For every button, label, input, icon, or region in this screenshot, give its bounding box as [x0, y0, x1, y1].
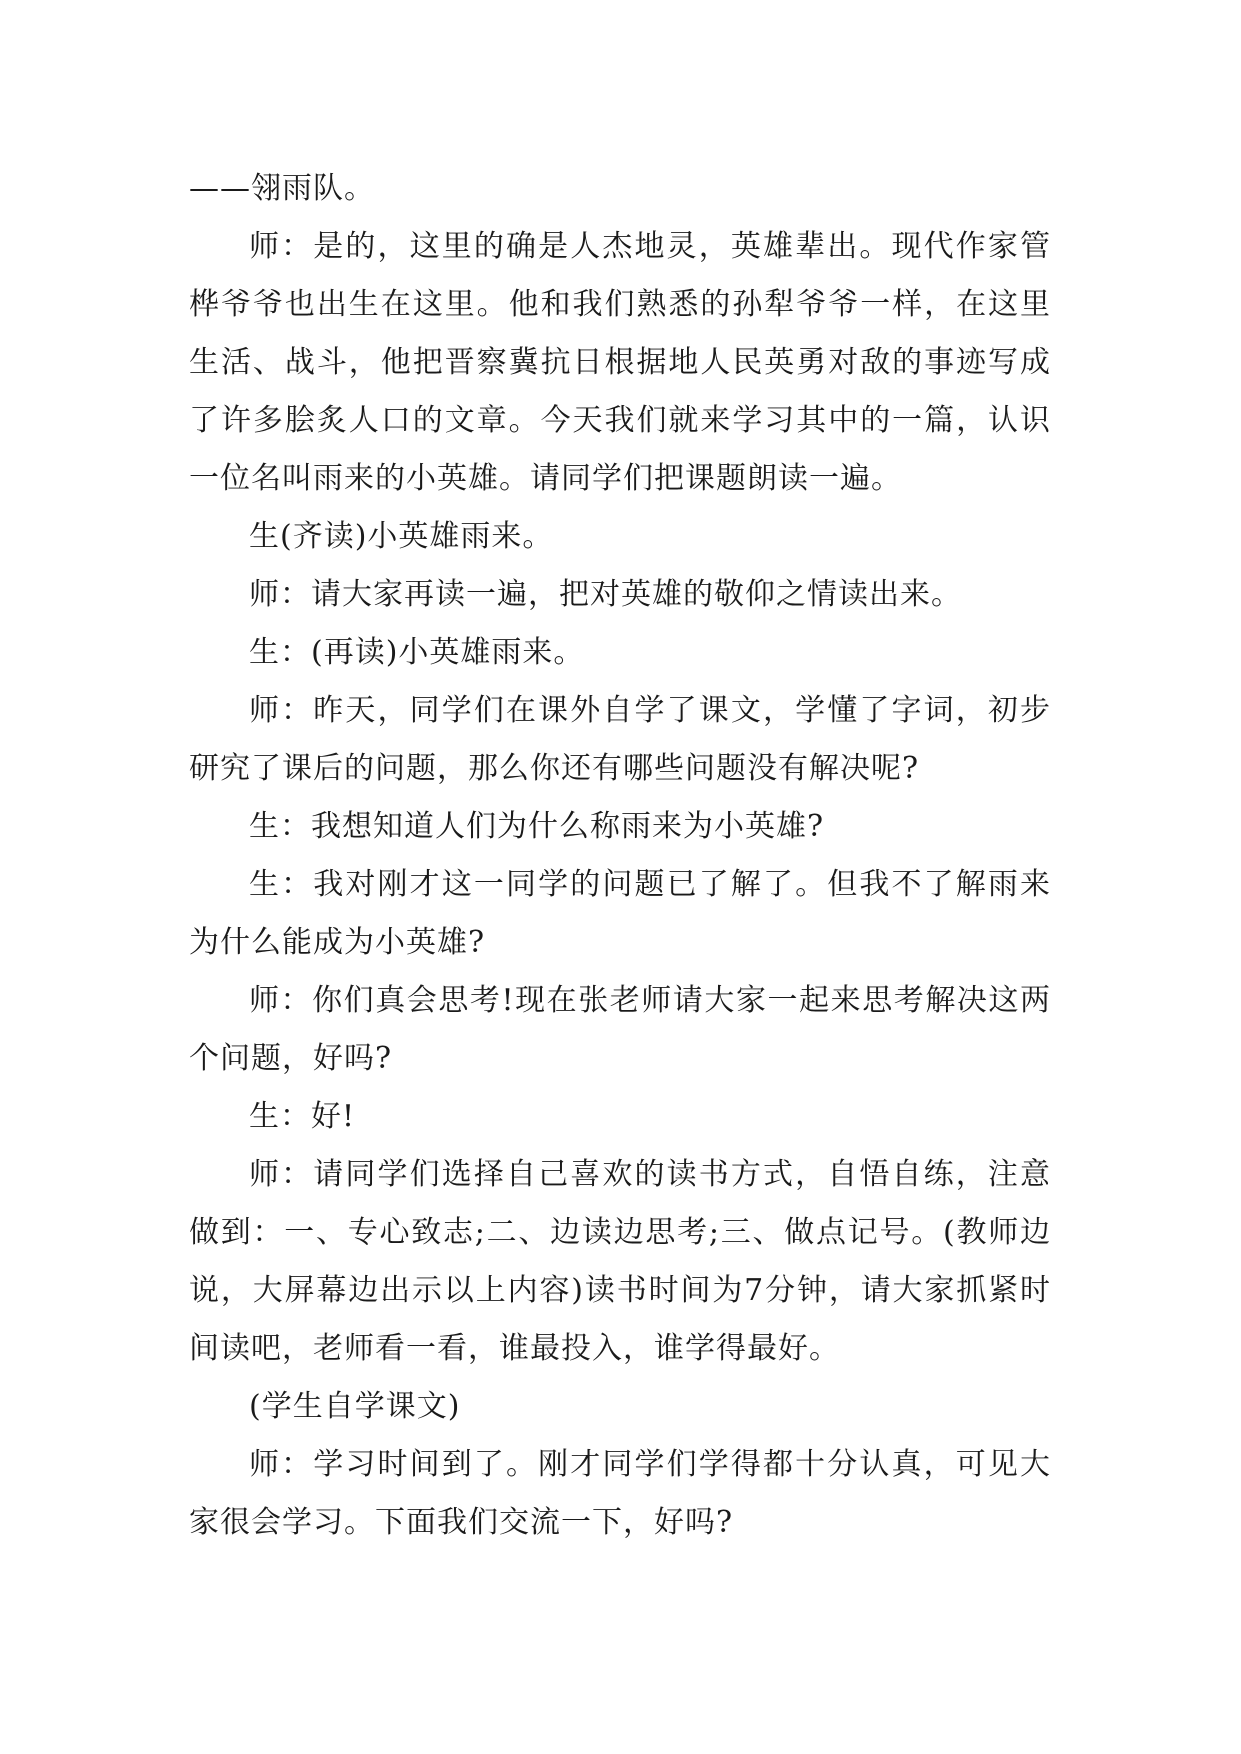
paragraph-teacher-praise: 师：你们真会思考!现在张老师请大家一起来思考解决这两个问题，好吗? — [189, 983, 1051, 1076]
paragraph-teacher-discussion: 师：学习时间到了。刚才同学们学得都十分认真，可见大家很会学习。下面我们交流一下，好吗? — [189, 1447, 1051, 1540]
paragraph-teacher-question: 师：昨天，同学们在课外自学了课文，学懂了字词，初步研究了课后的问题，那么你还有哪些问题没有解决呢? — [189, 693, 1051, 786]
paragraph-student-reread: 生：(再读)小英雄雨来。 — [249, 635, 585, 670]
paragraph-self-study: (学生自学课文) — [249, 1389, 461, 1424]
document-body — [189, 160, 1051, 1552]
paragraph-teacher-reread: 师：请大家再读一遍，把对英雄的敬仰之情读出来。 — [249, 577, 962, 612]
paragraph-teacher-intro: 师：是的，这里的确是人杰地灵，英雄辈出。现代作家管桦爷爷也出生在这里。他和我们熟悉的孙犁爷爷一样，在这里生活、战斗，他把晋察冀抗日根据地人民英勇对敌的事迹写成了许多脍炙人口的文章。今天我们就来学习其中的一篇，认识一位名叫雨来的小英雄。请同学们把课题朗读一遍。 — [189, 229, 1051, 496]
paragraph-student-question-2: 生：我对刚才这一同学的问题已了解了。但我不了解雨来为什么能成为小英雄? — [189, 867, 1051, 960]
paragraph-student-read: 生(齐读)小英雄雨来。 — [249, 519, 554, 554]
paragraph-student-agree: 生：好! — [249, 1099, 356, 1134]
paragraph-continuation: ——翎雨队。 — [189, 171, 375, 206]
paragraph-teacher-instructions: 师：请同学们选择自己喜欢的读书方式，自悟自练，注意做到：一、专心致志;二、边读边思考;三、做点记号。(教师边说，大屏幕边出示以上内容)读书时间为7分钟，请大家抓紧时间读吧，老师看一看，谁最投入，谁学得最好。 — [189, 1157, 1051, 1366]
paragraph-student-question-1: 生：我想知道人们为什么称雨来为小英雄? — [249, 809, 825, 844]
